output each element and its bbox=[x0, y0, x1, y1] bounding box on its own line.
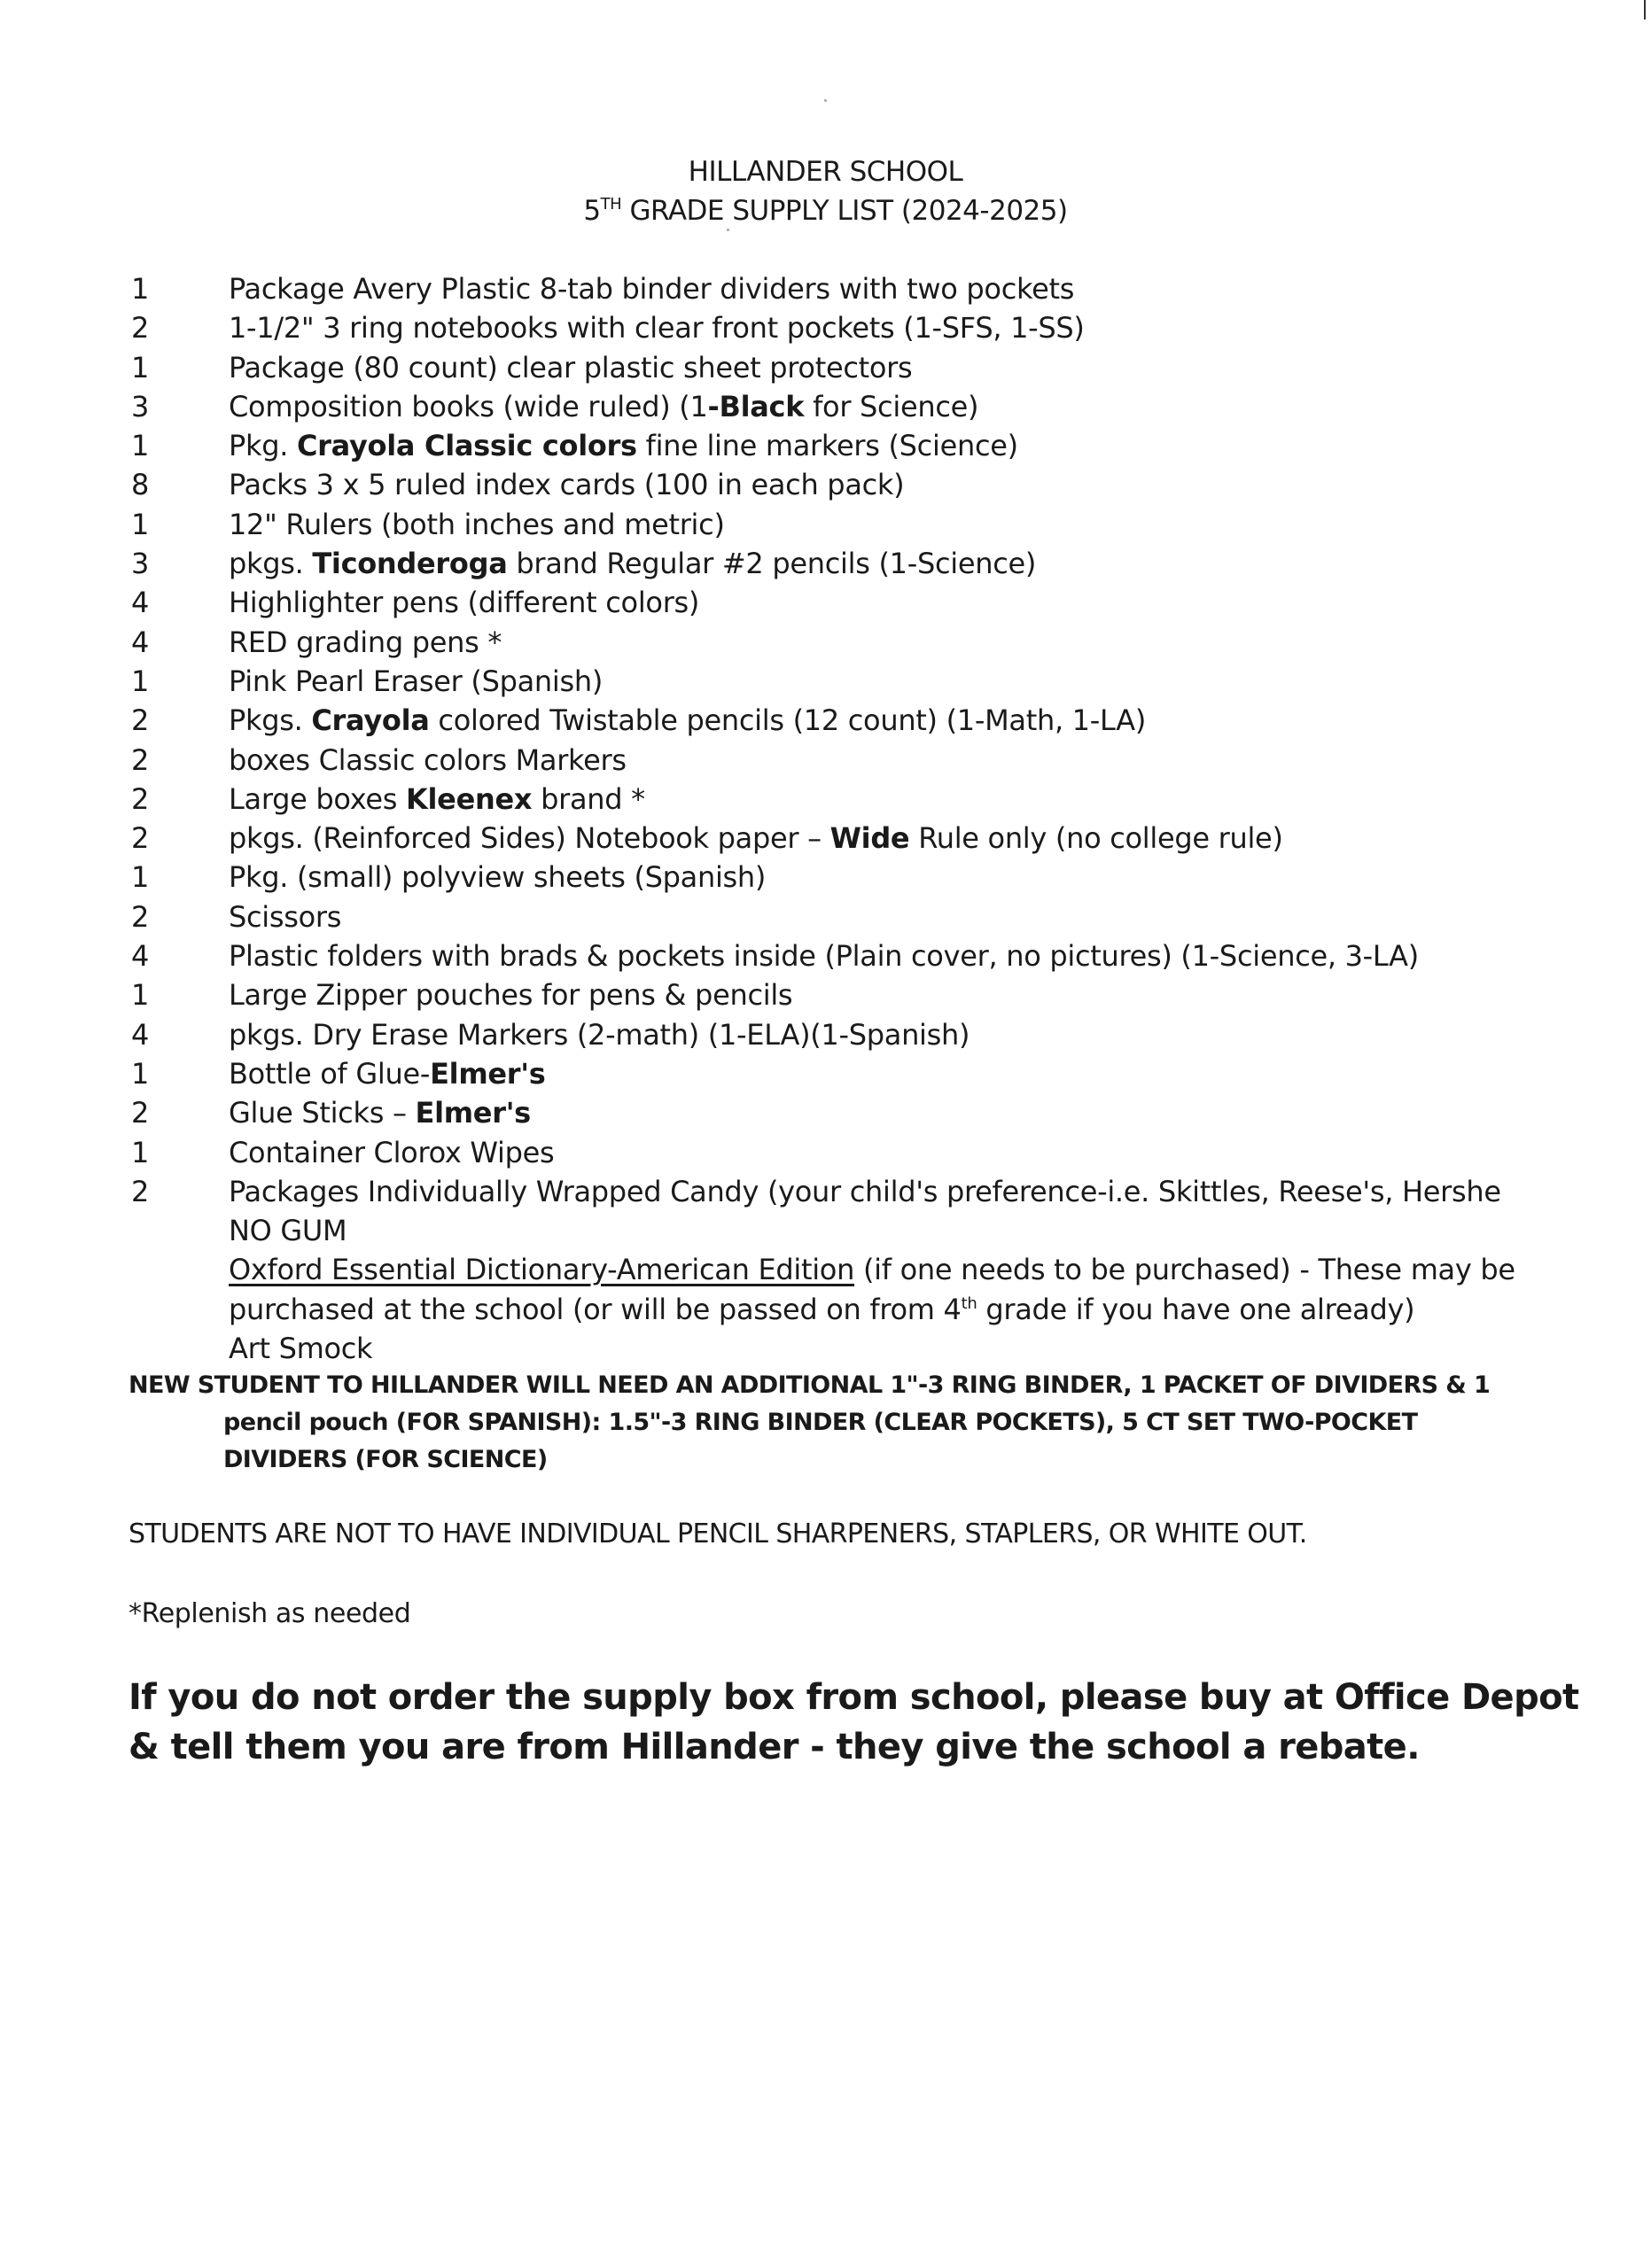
item-quantity: 3 bbox=[131, 547, 150, 581]
supply-item bbox=[0, 897, 1651, 936]
promo-line-2: & tell them you are from Hillander - they give the school a rebate. bbox=[128, 1727, 1420, 1767]
item-quantity: 2 bbox=[131, 742, 150, 777]
item-description bbox=[229, 426, 1018, 465]
supply-item bbox=[0, 505, 1651, 544]
item-quantity: 1 bbox=[131, 429, 150, 463]
item-text: pkgs. Dry Erase Markers (2-math) (1-ELA)(1-Spanish) bbox=[229, 1017, 970, 1052]
grade-number: 5 bbox=[583, 195, 601, 227]
item-text: purchased at the school (or will be passed on from 4 bbox=[229, 1292, 962, 1326]
supply-item bbox=[0, 1329, 1651, 1368]
promo-line-1: If you do not order the supply box from school, please buy at Office Depot bbox=[128, 1677, 1579, 1718]
item-description bbox=[229, 1250, 1515, 1289]
item-quantity: 1 bbox=[131, 860, 150, 895]
item-text: Container Clorox Wipes bbox=[229, 1135, 555, 1169]
bold-brand-text: Elmer's bbox=[430, 1056, 546, 1091]
item-description bbox=[229, 1329, 372, 1368]
item-text: Packages Individually Wrapped Candy (your child's preference-i.e. Skittles, Reese's, Hershe bbox=[229, 1174, 1501, 1208]
supply-item bbox=[0, 741, 1651, 780]
scan-speck bbox=[824, 99, 827, 102]
item-text: 12" Rulers (both inches and metric) bbox=[229, 507, 725, 541]
item-quantity: 4 bbox=[131, 939, 150, 974]
item-text: colored Twistable pencils (12 count) (1-Math, 1-LA) bbox=[429, 703, 1147, 738]
replenish-footnote: *Replenish as needed bbox=[128, 1598, 411, 1629]
item-text: Package Avery Plastic 8-tab binder dividers with two pockets bbox=[229, 272, 1075, 306]
supply-item bbox=[0, 975, 1651, 1014]
item-description bbox=[229, 780, 645, 819]
item-quantity: 2 bbox=[131, 899, 150, 934]
new-student-line-1: NEW STUDENT TO HILLANDER WILL NEED AN ADDITIONAL 1"-3 RING BINDER, 1 PACKET OF DIVIDERS & 1 bbox=[128, 1371, 1491, 1399]
supply-item bbox=[0, 662, 1651, 701]
item-text: for Science) bbox=[804, 389, 979, 423]
supply-item bbox=[0, 583, 1651, 622]
bold-brand-text: Elmer's bbox=[415, 1096, 531, 1130]
item-quantity: 3 bbox=[131, 389, 150, 423]
supply-item bbox=[0, 308, 1651, 347]
item-quantity: 2 bbox=[131, 1096, 150, 1130]
item-text: pkgs. (Reinforced Sides) Notebook paper – bbox=[229, 821, 830, 856]
item-description bbox=[229, 1172, 1501, 1211]
item-text: Package (80 count) clear plastic sheet protectors bbox=[229, 350, 913, 384]
supply-item bbox=[0, 936, 1651, 975]
supply-item bbox=[0, 544, 1651, 583]
item-description bbox=[229, 623, 502, 662]
bold-brand-text: Wide bbox=[829, 821, 910, 856]
supply-item bbox=[0, 780, 1651, 819]
item-text: Pkg. (small) polyview sheets (Spanish) bbox=[229, 860, 767, 895]
new-student-note bbox=[128, 1367, 1564, 1479]
item-text: NO GUM bbox=[229, 1214, 347, 1248]
item-quantity: 4 bbox=[131, 586, 150, 620]
item-description bbox=[229, 819, 1283, 858]
item-text: Plastic folders with brads & pockets inside (Plain cover, no pictures) (1-Science, 3-LA) bbox=[229, 939, 1419, 974]
item-text: Scissors bbox=[229, 899, 342, 934]
item-quantity: 2 bbox=[131, 781, 150, 816]
item-quantity: 4 bbox=[131, 625, 150, 659]
item-description bbox=[229, 269, 1074, 308]
item-text: Highlighter pens (different colors) bbox=[229, 586, 700, 620]
school-name: HILLANDER SCHOOL bbox=[688, 156, 963, 188]
list-title bbox=[0, 191, 1651, 230]
item-quantity: 1 bbox=[131, 978, 150, 1013]
item-text: grade if you have one already) bbox=[977, 1292, 1415, 1326]
item-quantity: 2 bbox=[131, 311, 150, 346]
supply-item bbox=[0, 269, 1651, 308]
item-text: Bottle of Glue- bbox=[229, 1056, 431, 1091]
item-description bbox=[229, 1054, 546, 1093]
item-quantity: 1 bbox=[131, 1056, 150, 1091]
item-text: fine line markers (Science) bbox=[636, 429, 1018, 463]
underlined-title: Oxford Essential Dictionary-American Edition bbox=[229, 1253, 855, 1287]
supply-item bbox=[0, 348, 1651, 387]
item-description bbox=[229, 308, 1085, 347]
item-text: pkgs. bbox=[229, 547, 313, 581]
item-quantity: 2 bbox=[131, 1174, 150, 1208]
item-description bbox=[229, 387, 978, 426]
item-text: Large Zipper pouches for pens & pencils bbox=[229, 978, 793, 1013]
item-description bbox=[229, 1290, 1414, 1329]
item-description bbox=[229, 583, 699, 622]
supply-item bbox=[0, 1172, 1651, 1211]
office-depot-promo bbox=[128, 1673, 1635, 1772]
item-description bbox=[229, 897, 341, 936]
supply-item bbox=[0, 623, 1651, 662]
item-description bbox=[229, 975, 792, 1014]
item-text: brand Regular #2 pencils (1-Science) bbox=[507, 547, 1037, 581]
item-quantity: 1 bbox=[131, 664, 150, 698]
item-text: Glue Sticks – bbox=[229, 1096, 416, 1130]
scan-edge-mark bbox=[1644, 0, 1646, 19]
bold-brand-text: -Black bbox=[707, 389, 805, 423]
item-text: 1-1/2" 3 ring notebooks with clear front pockets (1-SFS, 1-SS) bbox=[229, 311, 1085, 346]
item-text: Composition books (wide ruled) (1 bbox=[229, 389, 708, 423]
bold-brand-text: Kleenex bbox=[406, 781, 533, 816]
item-description bbox=[229, 505, 725, 544]
bold-brand-text: Crayola Classic colors bbox=[297, 429, 637, 463]
item-quantity: 2 bbox=[131, 821, 150, 856]
item-quantity: 1 bbox=[131, 350, 150, 384]
supply-items-list bbox=[0, 269, 1651, 1368]
item-text: Rule only (no college rule) bbox=[909, 821, 1283, 856]
item-quantity: 1 bbox=[131, 507, 150, 541]
grade-ordinal: TH bbox=[600, 195, 622, 214]
item-text: Large boxes bbox=[229, 781, 406, 816]
bold-brand-text: Ticonderoga bbox=[312, 547, 508, 581]
supply-item bbox=[0, 1133, 1651, 1172]
item-text: Pkg. bbox=[229, 429, 297, 463]
supply-item bbox=[0, 819, 1651, 858]
supply-item bbox=[0, 701, 1651, 740]
supply-item bbox=[0, 387, 1651, 426]
item-text: brand * bbox=[532, 781, 645, 816]
supply-item bbox=[0, 858, 1651, 897]
item-description bbox=[229, 348, 912, 387]
item-description bbox=[229, 1133, 554, 1172]
item-quantity: 1 bbox=[131, 272, 150, 306]
supply-item bbox=[0, 1054, 1651, 1093]
item-description bbox=[229, 858, 766, 897]
item-quantity: 2 bbox=[131, 703, 150, 738]
item-text: Pink Pearl Eraser (Spanish) bbox=[229, 664, 604, 698]
new-student-line-3: DIVIDERS (FOR SCIENCE) bbox=[223, 1446, 548, 1473]
item-text: boxes Classic colors Markers bbox=[229, 742, 627, 777]
item-description bbox=[229, 1093, 531, 1132]
list-title-text: GRADE SUPPLY LIST (2024-2025) bbox=[629, 195, 1068, 227]
item-quantity: 8 bbox=[131, 468, 150, 502]
item-text: Art Smock bbox=[229, 1332, 373, 1366]
supply-item bbox=[0, 1093, 1651, 1132]
item-description bbox=[229, 741, 627, 780]
item-description bbox=[229, 544, 1036, 583]
prohibited-items-notice: STUDENTS ARE NOT TO HAVE INDIVIDUAL PENCIL SHARPENERS, STAPLERS, OR WHITE OUT. bbox=[128, 1518, 1307, 1550]
item-description bbox=[229, 1015, 970, 1054]
item-quantity: 1 bbox=[131, 1135, 150, 1169]
item-text: Pkgs. bbox=[229, 703, 312, 738]
item-description bbox=[229, 701, 1146, 740]
item-text: Packs 3 x 5 ruled index cards (100 in each pack) bbox=[229, 468, 905, 502]
document-header bbox=[0, 152, 1651, 230]
supply-item bbox=[0, 465, 1651, 504]
supply-item bbox=[0, 1250, 1651, 1289]
item-description bbox=[229, 662, 603, 701]
supply-item bbox=[0, 1290, 1651, 1329]
item-text: RED grading pens * bbox=[229, 625, 502, 659]
item-text: th bbox=[961, 1293, 977, 1313]
new-student-line-2: pencil pouch (FOR SPANISH): 1.5"-3 RING BINDER (CLEAR POCKETS), 5 CT SET TWO-POCKET bbox=[223, 1409, 1418, 1436]
item-quantity: 4 bbox=[131, 1017, 150, 1052]
item-description bbox=[229, 1211, 347, 1250]
supply-item bbox=[0, 1015, 1651, 1054]
item-description bbox=[229, 465, 904, 504]
supply-item bbox=[0, 426, 1651, 465]
item-text: (if one needs to be purchased) - These may be bbox=[854, 1253, 1515, 1287]
supply-item bbox=[0, 1211, 1651, 1250]
bold-brand-text: Crayola bbox=[311, 703, 430, 738]
item-description bbox=[229, 936, 1419, 975]
